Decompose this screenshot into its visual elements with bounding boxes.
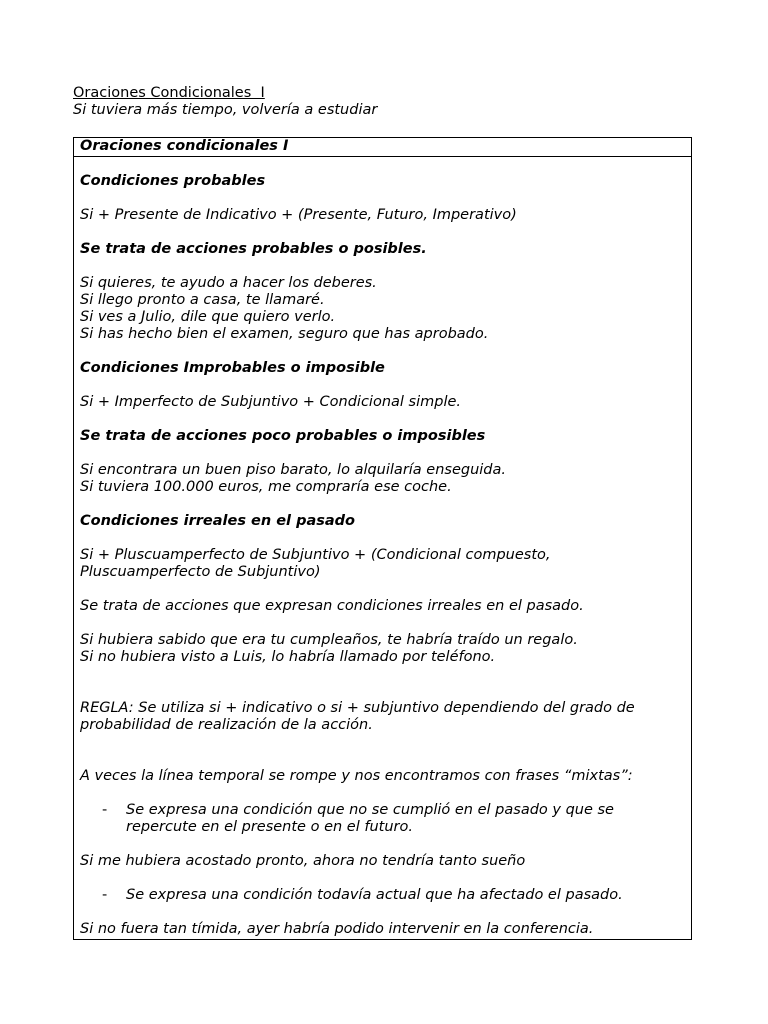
bullet-marker: - (102, 887, 108, 903)
example-line: Si quieres, te ayudo a hacer los deberes. (80, 275, 377, 291)
document-subtitle: Si tuviera más tiempo, volvería a estudiar (73, 102, 378, 118)
formula-improbables: Si + Imperfecto de Subjuntivo + Condicional simple. (80, 394, 462, 410)
example-line: Si ves a Julio, dile que quiero verlo. (80, 309, 336, 325)
bullet-item (80, 802, 685, 836)
example-line: Si no hubiera visto a Luis, lo habría llamado por teléfono. (80, 649, 496, 665)
note-improbables: Se trata de acciones poco probables o imposibles (80, 428, 486, 444)
rule-line: probabilidad de realización de la acción. (80, 717, 373, 733)
section-heading-improbables: Condiciones Improbables o imposible (80, 360, 385, 376)
example-mixed: Si me hubiera acostado pronto, ahora no tendría tanto sueño (80, 853, 526, 869)
box-header: Oraciones condicionales I (74, 138, 691, 157)
mixed-intro: A veces la línea temporal se rompe y nos encontramos con frases “mixtas”: (80, 768, 633, 784)
formula-probables: Si + Presente de Indicativo + (Presente, Futuro, Imperativo) (80, 207, 517, 223)
note-irreales: Se trata de acciones que expresan condiciones irreales en el pasado. (80, 598, 584, 614)
example-mixed: Si no fuera tan tímida, ayer habría podido intervenir en la conferencia. (80, 921, 594, 937)
example-line: Si encontrara un buen piso barato, lo alquilaría enseguida. (80, 462, 507, 478)
document-title: Oraciones Condicionales I (73, 85, 265, 101)
bullet-line: Se expresa una condición que no se cumplió en el pasado y que se (126, 802, 614, 818)
box-body (74, 157, 691, 938)
section-heading-irreales: Condiciones irreales en el pasado (80, 513, 355, 529)
bullet-line: repercute en el presente o en el futuro. (126, 819, 413, 835)
bullet-item (80, 887, 685, 904)
formula-irreales-line: Pluscuamperfecto de Subjuntivo) (80, 564, 321, 580)
example-line: Si llego pronto a casa, te llamaré. (80, 292, 325, 308)
note-probables: Se trata de acciones probables o posibles. (80, 241, 427, 257)
rule-line: REGLA: Se utiliza si + indicativo o si + subjuntivo dependiendo del grado de (80, 700, 635, 716)
example-line: Si hubiera sabido que era tu cumpleaños, te habría traído un regalo. (80, 632, 578, 648)
section-heading-probables: Condiciones probables (80, 173, 266, 189)
formula-irreales-line: Si + Pluscuamperfecto de Subjuntivo + (Condicional compuesto, (80, 547, 551, 563)
bullet-marker: - (102, 802, 108, 818)
example-line: Si tuviera 100.000 euros, me compraría ese coche. (80, 479, 452, 495)
bullet-line: Se expresa una condición todavía actual que ha afectado el pasado. (126, 887, 623, 903)
content-box (73, 137, 692, 940)
example-line: Si has hecho bien el examen, seguro que has aprobado. (80, 326, 489, 342)
